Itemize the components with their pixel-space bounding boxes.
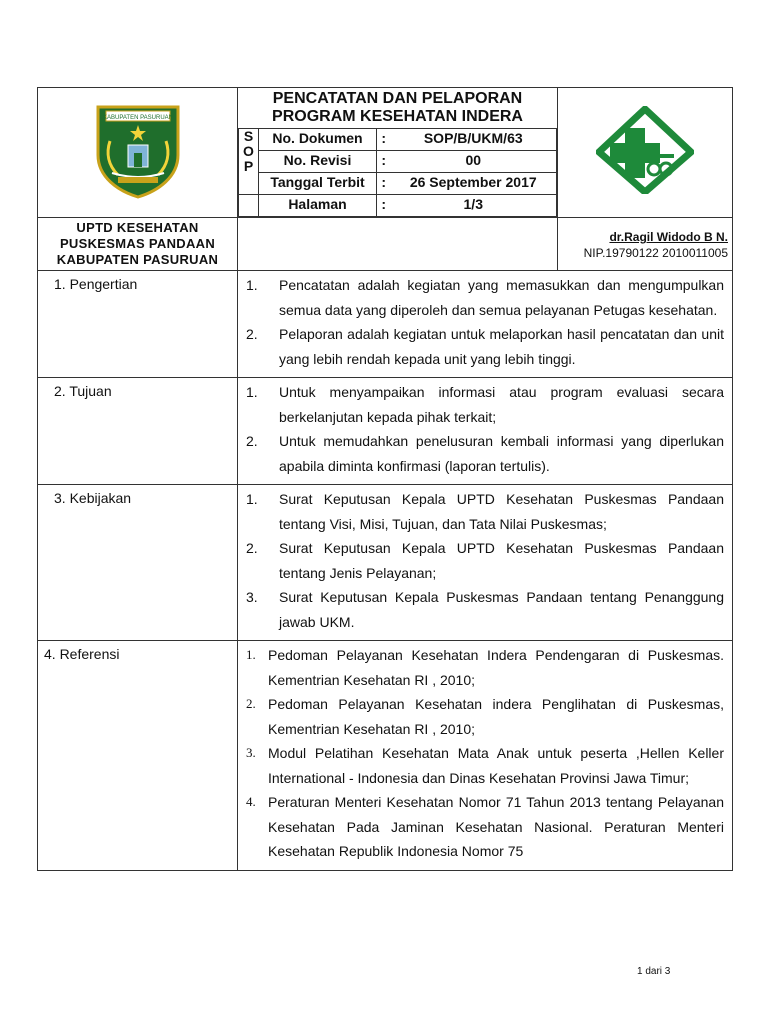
list-item: 2. Untuk memudahkan penelusuran kembali informasi yang diperlukan apabila diminta konfirmasi (laporan tertulis). xyxy=(246,433,724,474)
field-value: 1/3 xyxy=(391,195,557,217)
section-label: 3. Kebijakan xyxy=(38,485,238,641)
puskesmas-logo-cell xyxy=(558,88,733,218)
puskesmas-logo-icon xyxy=(596,106,694,194)
field-label: No. Revisi xyxy=(259,151,377,173)
list-item: 2. Pedoman Pelayanan Kesehatan indera Penglihatan di Puskesmas, Kementrian Kesehatan RI , 2010; xyxy=(246,696,724,737)
section-content xyxy=(238,378,733,485)
field-value: SOP/B/UKM/63 xyxy=(391,129,557,151)
document-title-line1: PENCATATAN DAN PELAPORAN xyxy=(272,90,523,107)
section-content xyxy=(238,485,733,641)
section-row xyxy=(38,378,733,485)
section-content xyxy=(238,641,733,871)
signature-cell xyxy=(558,218,733,271)
sop-info-table xyxy=(238,128,557,217)
list-item: 1. Pencatatan adalah kegiatan yang memasukkan dan mengumpulkan semua data yang diperoleh dan semua pelayanan Petugas kesehatan. xyxy=(246,277,724,318)
document-title-cell xyxy=(238,88,558,218)
section-row xyxy=(38,641,733,871)
regency-logo-icon xyxy=(92,101,184,199)
section-label: 1. Pengertian xyxy=(38,271,238,378)
field-sep: : xyxy=(377,151,391,173)
list-item: 2. Surat Keputusan Kepala UPTD Kesehatan Puskesmas Pandaan tentang Jenis Pelayanan; xyxy=(246,540,724,581)
section-label: 2. Tujuan xyxy=(38,378,238,485)
regency-logo-cell xyxy=(38,88,238,218)
field-sep: : xyxy=(377,195,391,217)
list-item: 1. Pedoman Pelayanan Kesehatan Indera Pendengaran di Puskesmas. Kementrian Kesehatan RI , 2010; xyxy=(246,647,724,688)
field-label: No. Dokumen xyxy=(259,129,377,151)
list-item: 1. Surat Keputusan Kepala UPTD Kesehatan Puskesmas Pandaan tentang Visi, Misi, Tujuan, dan Tata Nilai Puskesmas; xyxy=(246,491,724,532)
list-item: 3. Modul Pelatihan Kesehatan Mata Anak untuk peserta ,Hellen Keller International - Indonesia dan Dinas Kesehatan Provinsi Jawa Timur; xyxy=(246,745,724,786)
field-value: 26 September 2017 xyxy=(391,173,557,195)
field-label: Halaman xyxy=(259,195,377,217)
sop-document xyxy=(37,87,732,871)
field-sep: : xyxy=(377,173,391,195)
page-number: 1 dari 3 xyxy=(637,966,671,977)
section-label: 4. Referensi xyxy=(38,641,238,871)
signer-name: dr.Ragil Widodo B N. xyxy=(609,230,728,244)
blank-cell xyxy=(238,218,558,271)
svg-text:KABUPATEN PASURUAN: KABUPATEN PASURUAN xyxy=(102,115,173,121)
section-row xyxy=(38,271,733,378)
sop-letters: S O P xyxy=(239,129,259,195)
sop-body-table xyxy=(37,270,733,871)
document-title-line2: PROGRAM KESEHATAN INDERA xyxy=(272,108,523,125)
signer-nip: NIP.19790122 2010011005 xyxy=(583,246,728,260)
section-row xyxy=(38,485,733,641)
list-item: 1. Untuk menyampaikan informasi atau program evaluasi secara berkelanjutan kepada pihak terkait; xyxy=(246,384,724,425)
field-sep: : xyxy=(377,129,391,151)
list-item: 2. Pelaporan adalah kegiatan untuk melaporkan hasil pencatatan dan unit yang lebih rendah kepada unit yang lebih tinggi. xyxy=(246,326,724,367)
field-label: Tanggal Terbit xyxy=(259,173,377,195)
sop-letter-blank xyxy=(239,195,259,217)
field-value: 00 xyxy=(391,151,557,173)
organization-name: UPTD KESEHATAN PUSKESMAS PANDAAN KABUPATEN PASURUAN xyxy=(38,218,238,271)
section-content xyxy=(238,271,733,378)
list-item: 4. Peraturan Menteri Kesehatan Nomor 71 Tahun 2013 tentang Pelayanan Kesehatan Pada Jaminan Kesehatan Nasional. Peraturan Menteri Kesehatan Republik Indonesia Nomor 75 xyxy=(246,794,724,859)
list-item: 3. Surat Keputusan Kepala Puskesmas Pandaan tentang Penanggung jawab UKM. xyxy=(246,589,724,630)
sop-header-table xyxy=(37,87,733,271)
